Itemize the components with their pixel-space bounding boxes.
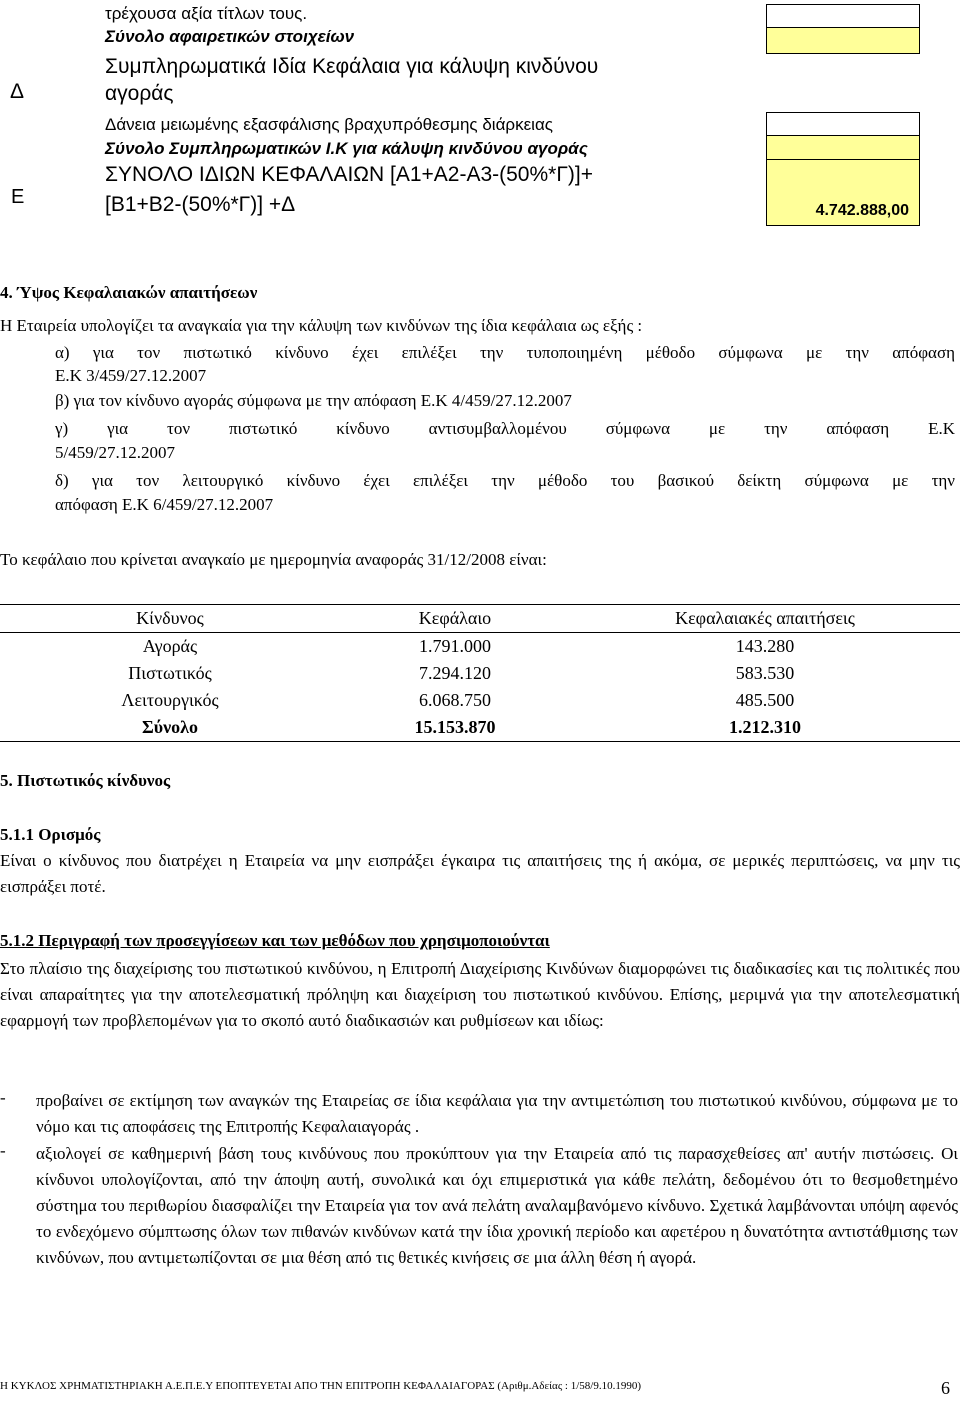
- value-cell-highlight-2: [766, 135, 920, 160]
- capital-requirements-table: [0, 604, 960, 742]
- line-subordinated-loans: Δάνεια μειωμένης εξασφάλισης βραχυπρόθεσμης διάρκειας: [105, 115, 553, 134]
- item-d-line2: απόφαση Ε.Κ 6/459/27.12.2007: [55, 495, 274, 514]
- section4-intro: Η Εταιρεία υπολογίζει τα αναγκαία για την κάλυψη των κινδύνων της ίδια κεφάλαια ως εξής :: [0, 316, 643, 335]
- line-market: αγοράς: [105, 82, 174, 105]
- line-supplementary-funds: Συμπληρωματικά Ιδία Κεφάλαια για κάλυψη κινδύνου: [105, 55, 599, 78]
- item-d-line1: δ) για τον λειτουργικό κίνδυνο έχει επιλέξει την μέθοδο του βασικού δείκτη σύμφωνα με την: [55, 471, 955, 490]
- total-requirement: 1.212.310: [570, 714, 960, 742]
- header-risk: Κίνδυνος: [0, 605, 340, 633]
- cell-requirement: 485.500: [735, 690, 795, 710]
- cell-requirement: 143.280: [735, 636, 795, 656]
- marker-delta: Δ: [10, 80, 25, 103]
- cell-capital: 7.294.120: [419, 663, 491, 683]
- item-b: β) για τον κίνδυνο αγοράς σύμφωνα με την απόφαση Ε.Κ 4/459/27.12.2007: [55, 391, 572, 410]
- marker-epsilon: Ε: [11, 186, 25, 208]
- line-total-deductions: Σύνολο αφαιρετικών στοιχείων: [105, 27, 355, 46]
- item-a-line1: α) για τον πιστωτικό κίνδυνο έχει επιλέξει την τυποποιημένη μέθοδο σύμφωνα με την απόφαση: [55, 343, 955, 362]
- cell-risk: Πιστωτικός: [128, 663, 212, 683]
- header-capital: Κεφάλαιο: [340, 605, 570, 633]
- line-total-supplementary: Σύνολο Συμπληρωματικών Ι.Κ για κάλυψη κινδύνου αγοράς: [105, 139, 588, 158]
- definition-text: Είναι ο κίνδυνος που διατρέχει η Εταιρεία να μην εισπράξει έγκαιρα τις απαιτήσεις της ή ακόμα, σε μερικές περιπτώσεις, να μην τις εισπράξει ποτέ.: [0, 851, 960, 896]
- header-requirements: Κεφαλαιακές απαιτήσεις: [570, 605, 960, 633]
- line-total-own-funds: ΣΥΝΟΛΟ ΙΔΙΩΝ ΚΕΦΑΛΑΙΩΝ [Α1+Α2-Α3-(50%*Γ)]+: [105, 163, 593, 186]
- cell-requirement: 583.530: [735, 663, 795, 683]
- table-row: [0, 660, 960, 687]
- cell-risk: Λειτουργικός: [121, 690, 219, 710]
- item-a-line2: Ε.Κ 3/459/27.12.2007: [55, 366, 207, 385]
- cell-risk: Αγοράς: [142, 636, 198, 656]
- cell-capital: 6.068.750: [419, 690, 491, 710]
- bullet-item-1: προβαίνει σε εκτίμηση των αναγκών της Εταιρείας σε ίδια κεφάλαια για την αντιμετώπιση του πιστωτικού κινδύνου, σύμφωνα με το νόμο και τις αποφάσεις της Επιτροπής Κεφαλαιαγοράς .: [36, 1091, 958, 1136]
- bullet-marker-2: -: [0, 1141, 6, 1160]
- bullet-item-2: αξιολογεί σε καθημερινή βάση τους κινδύνους που προκύπτουν για την Εταιρεία από τις παρασχεθείσες απ' αυτήν πιστώσεις. Οι κίνδυνοι υπολογίζονται, από την άποψη αυτή, συνολικά και όχι επιμεριστικά για κάθε πελάτη, δεδομένου ότι το θεσμοθετημένο σύστημα του περιθωρίου διασφαλίζει την Εταιρεία για τον ανά πελάτη αναλαμβανόμενο κίνδυνο. Σχετικά λαμβάνονται υπόψη αφενός το ενδεχόμενο σύμπτωσης όλων των πιθανών κινδύνων κατά την ίδια χρονική περίοδο και αφετέρου η δυνατότητα αντιστάθμισης των κινδύνων, που αντιμετωπίζονται σε μια θέση από τις θετικές κινήσεις σε μια άλλη θέση ή αγορά.: [36, 1144, 958, 1267]
- value-cell-empty-1: [766, 4, 920, 28]
- capital-intro: Το κεφάλαιο που κρίνεται αναγκαίο με ημερομηνία αναφοράς 31/12/2008 είναι:: [0, 550, 547, 569]
- total-own-funds-value: 4.742.888,00: [815, 202, 909, 219]
- line-present-value: τρέχουσα αξία τίτλων τους.: [105, 4, 308, 23]
- item-c-line1: γ) για τον πιστωτικό κίνδυνο αντισυμβαλλομένου σύμφωνα με την απόφαση Ε.Κ: [55, 419, 955, 438]
- value-cell-empty-2: [766, 112, 920, 136]
- table-row: [0, 633, 960, 661]
- total-label: Σύνολο: [0, 714, 340, 742]
- footer-text: Η ΚΥΚΛΟΣ ΧΡΗΜΑΤΙΣΤΗΡΙΑΚΗ Α.Ε.Π.Ε.Υ ΕΠΟΠΤΕΥΕΤΑΙ ΑΠΟ ΤΗΝ ΕΠΙΤΡΟΠΗ ΚΕΦΑΛΑΙΑΓΟΡΑΣ (Αριθμ.Αδείας : 1/58/9.10.1990): [0, 1380, 642, 1392]
- bullet-marker-1: -: [0, 1088, 6, 1107]
- methods-heading: 5.1.2 Περιγραφή των προσεγγίσεων και των μεθόδων που χρησιμοποιούνται: [0, 931, 550, 950]
- table-total-row: [0, 714, 960, 742]
- section4-heading: 4. Ύψος Κεφαλαιακών απαιτήσεων: [0, 283, 258, 302]
- table-header-row: [0, 605, 960, 633]
- table-row: [0, 687, 960, 714]
- methods-text: Στο πλαίσιο της διαχείρισης του πιστωτικού κινδύνου, η Επιτροπή Διαχείρισης Κινδύνων διαμορφώνει τις διαδικασίες και τις πολιτικές που είναι απαραίτητες για την αποτελεσματική πρόληψη και διαχείριση του πιστωτικού κινδύνου. Επίσης, μεριμνά για την αποτελεσματική εφαρμογή των προβλεπομένων για το σκοπό αυτό διαδικασιών και ρυθμίσεων και ιδίως:: [0, 959, 960, 1030]
- item-c-line2: 5/459/27.12.2007: [55, 443, 175, 462]
- line-formula: [Β1+Β2-(50%*Γ)] +Δ: [105, 193, 296, 216]
- total-value-cell: [766, 159, 920, 226]
- section5-heading: 5. Πιστωτικός κίνδυνος: [0, 771, 171, 790]
- total-capital: 15.153.870: [340, 714, 570, 742]
- cell-capital: 1.791.000: [419, 636, 491, 656]
- definition-heading: 5.1.1 Ορισμός: [0, 825, 101, 844]
- page-number: 6: [941, 1378, 950, 1398]
- value-cell-highlight-1: [766, 27, 920, 54]
